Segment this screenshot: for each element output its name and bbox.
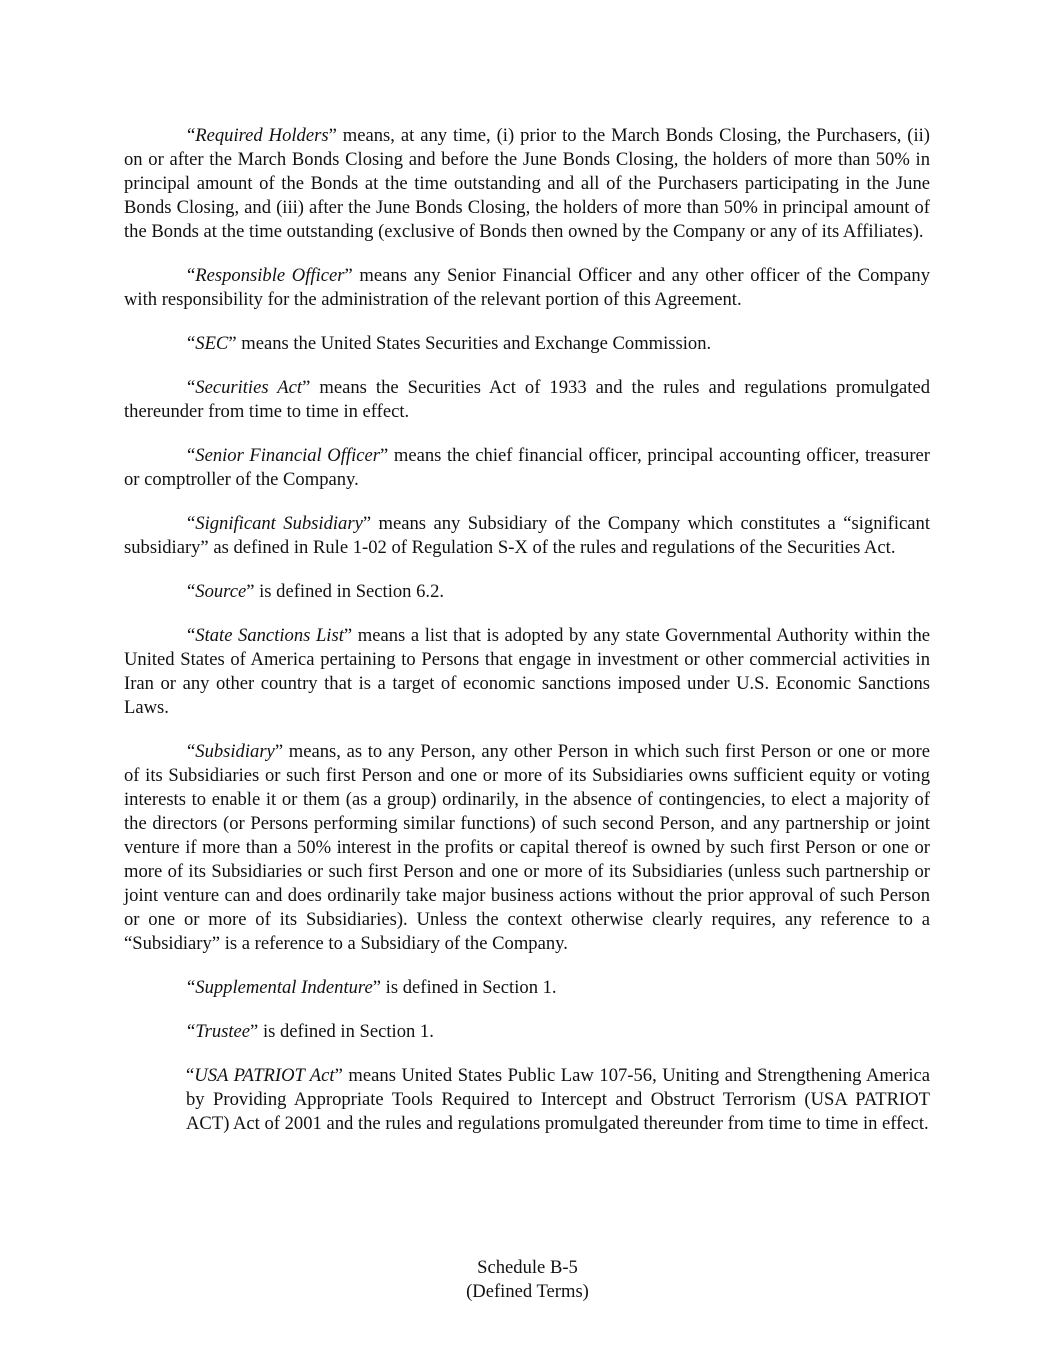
document-body bbox=[124, 124, 930, 1156]
term: Responsible Officer bbox=[195, 265, 345, 286]
definition-text: means, as to any Person, any other Person in which such first Person or one or more of its Subsidiaries or such first Person and one or more of its Subsidiaries owns sufficient equity or voting interests to enable it or them (as a group) ordinarily, in the absence of contingencies, to elect a majority of the directors (or Persons performing similar functions) of such second Person, and any partnership or joint venture if more than a 50% interest in the profits or capital thereof is owned by such first Person or one or more of its Subsidiaries or such first Person and one or more of its Subsidiaries (unless such partnership or joint venture can and does ordinarily take major business actions without the prior approval of such Person or one or more of its Subsidiaries). Unless the context otherwise clearly requires, any reference to a “Subsidiary” is a reference to a Subsidiary of the Company. bbox=[124, 741, 930, 954]
term: Supplemental Indenture bbox=[195, 977, 373, 998]
definition-responsible-officer: “Responsible Officer” means any Senior Financial Officer and any other officer of the Company with responsibility for the administration of the relevant portion of this Agreement. bbox=[124, 265, 931, 310]
definition-supplemental-indenture: “Supplemental Indenture” is defined in Section 1. bbox=[187, 977, 557, 998]
term: State Sanctions List bbox=[195, 625, 344, 646]
definition-subsidiary: “Subsidiary” means, as to any Person, any other Person in which such first Person or one or more of its Subsidiaries or such first Person and one or more of its Subsidiaries owns sufficient equity or voting interests to enable it or them (as a group) ordinarily, in the absence of contingencies, to elect a majority of the directors (or Persons performing similar functions) of such second Person, and any partnership or joint venture if more than a 50% interest in the profits or capital thereof is owned by such first Person or one or more of its Subsidiaries or such first Person and one or more of its Subsidiaries (unless such partnership or joint venture can and does ordinarily take major business actions without the prior approval of such Person or one or more of its Subsidiaries). Unless the context otherwise clearly requires, any reference to a “Subsidiary” is a reference to a Subsidiary of the Company. bbox=[124, 741, 930, 954]
definition-text: is defined in Section 6.2. bbox=[254, 581, 445, 602]
page-footer bbox=[0, 1256, 1055, 1304]
term: USA PATRIOT Act bbox=[194, 1065, 335, 1086]
term: Source bbox=[195, 581, 247, 602]
definition-text: means a list that is adopted by any state Governmental Authority within the United States of America pertaining to Persons that engage in investment or other commercial activities in Iran or any other country that is a target of economic sanctions imposed under U.S. Economic Sanctions Laws. bbox=[124, 625, 930, 718]
section-label: (Defined Terms) bbox=[466, 1281, 589, 1302]
term: Subsidiary bbox=[195, 741, 275, 762]
definition-usa-patriot-act: “USA PATRIOT Act” means United States Public Law 107-56, Uniting and Strengthening America by Providing Appropriate Tools Required to Intercept and Obstruct Terrorism (USA PATRIOT ACT) Act of 2001 and the rules and regulations promulgated thereunder from time to time in effect. bbox=[186, 1065, 931, 1134]
definition-senior-financial-officer: “Senior Financial Officer” means the chief financial officer, principal accounting officer, treasurer or comptroller of the Company. bbox=[124, 445, 930, 490]
term: Senior Financial Officer bbox=[195, 445, 380, 466]
definition-text: means any Senior Financial Officer and any other officer of the Company with responsibility for the administration of the relevant portion of this Agreement. bbox=[124, 265, 931, 310]
term: SEC bbox=[195, 333, 229, 354]
definition-state-sanctions-list: “State Sanctions List” means a list that is adopted by any state Governmental Authority within the United States of America pertaining to Persons that engage in investment or other commercial activities in Iran or any other country that is a target of economic sanctions imposed under U.S. Economic Sanctions Laws. bbox=[124, 625, 930, 718]
definition-trustee: “Trustee” is defined in Section 1. bbox=[187, 1021, 434, 1042]
term: Required Holders bbox=[195, 125, 329, 146]
definition-text: means United States Public Law 107-56, Uniting and Strengthening America by Providing Appropriate Tools Required to Intercept and Obstruct Terrorism (USA PATRIOT ACT) Act of 2001 and the rules and regulations promulgated thereunder from time to time in effect. bbox=[186, 1065, 931, 1134]
definition-required-holders: “Required Holders” means, at any time, (i) prior to the March Bonds Closing, the Purchasers, (ii) on or after the March Bonds Closing and before the June Bonds Closing, the holders of more than 50% in principal amount of the Bonds at the time outstanding and all of the Purchasers participating in the June Bonds Closing, and (iii) after the June Bonds Closing, the holders of more than 50% in principal amount of the Bonds at the time outstanding (exclusive of Bonds then owned by the Company or any of its Affiliates). bbox=[124, 125, 930, 242]
definition-source: “Source” is defined in Section 6.2. bbox=[187, 581, 445, 602]
definition-text: is defined in Section 1. bbox=[381, 977, 557, 998]
definition-text: means the Securities Act of 1933 and the rules and regulations promulgated thereunder from time to time in effect. bbox=[124, 377, 930, 422]
definition-text: means, at any time, (i) prior to the March Bonds Closing, the Purchasers, (ii) on or after the March Bonds Closing and before the June Bonds Closing, the holders of more than 50% in principal amount of the Bonds at the time outstanding and all of the Purchasers participating in the June Bonds Closing, and (iii) after the June Bonds Closing, the holders of more than 50% in principal amount of the Bonds at the time outstanding (exclusive of Bonds then owned by the Company or any of its Affiliates). bbox=[124, 125, 930, 242]
term: Significant Subsidiary bbox=[195, 513, 363, 534]
schedule-label: Schedule B-5 bbox=[477, 1257, 578, 1278]
definition-sec: “SEC” means the United States Securities and Exchange Commission. bbox=[187, 333, 712, 354]
definition-text: is defined in Section 1. bbox=[258, 1021, 434, 1042]
definition-text: means the United States Securities and Exchange Commission. bbox=[236, 333, 712, 354]
term: Trustee bbox=[195, 1021, 251, 1042]
definition-text: means the chief financial officer, principal accounting officer, treasurer or comptroller of the Company. bbox=[124, 445, 930, 490]
definition-text: means any Subsidiary of the Company which constitutes a “significant subsidiary” as defined in Rule 1-02 of Regulation S-X of the rules and regulations of the Securities Act. bbox=[124, 513, 930, 558]
definition-securities-act: “Securities Act” means the Securities Act of 1933 and the rules and regulations promulgated thereunder from time to time in effect. bbox=[124, 377, 930, 422]
term: Securities Act bbox=[195, 377, 303, 398]
definition-significant-subsidiary: “Significant Subsidiary” means any Subsidiary of the Company which constitutes a “significant subsidiary” as defined in Rule 1-02 of Regulation S-X of the rules and regulations of the Securities Act. bbox=[124, 513, 930, 558]
